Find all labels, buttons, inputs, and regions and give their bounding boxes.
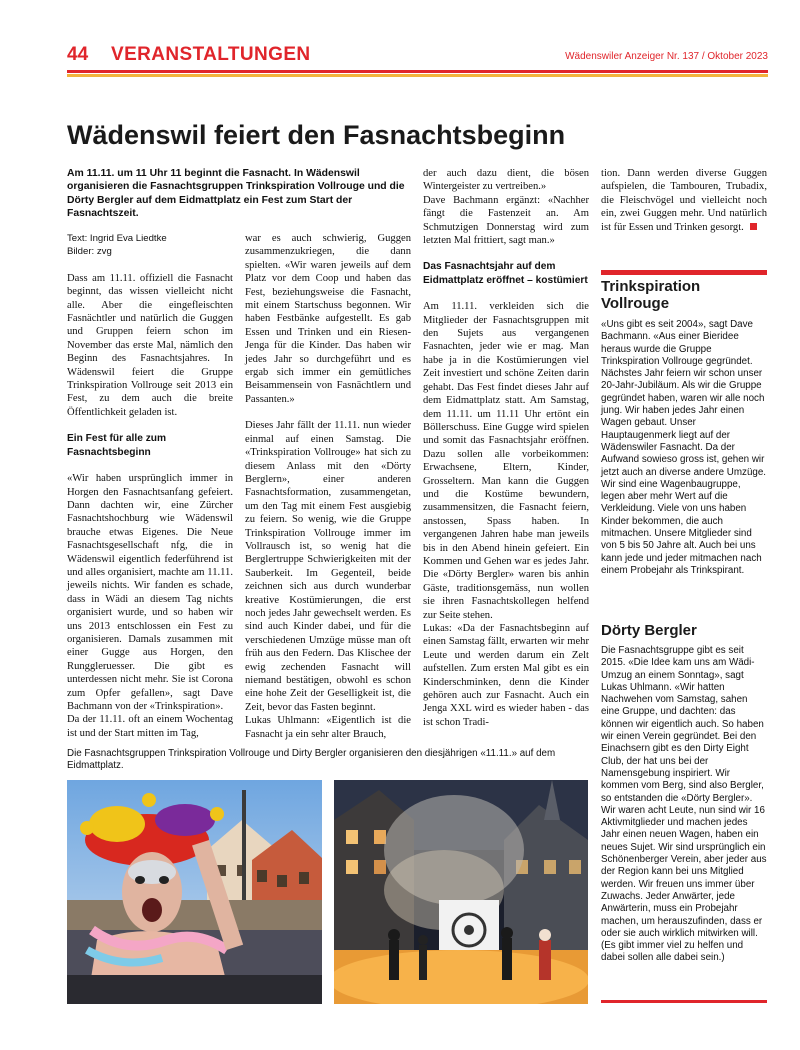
paragraph: Lukas: «Da der Fasnachtsbeginn auf einen Samstag fällt, erwarten wir mehr Leute und werden darum ein Zelt aufstellen. Zum ersten Mal gibt es ein Kinderschminken, denn die Kinder gehören auch zur Fasnacht. Auch ein Jenga XXL wird es wieder haben - das ist schon Tradi- [423,623,589,728]
header-rule-gold [67,74,768,77]
paragraph: «Wir haben ursprünglich immer in Horgen den Fasnachtsanfang gefeiert. Dann dachten wir, eine Zürcher Fasnachtshochburg wie Wädenswil brauche etwas Eigenes. Die Neue Fasnachtsgesellschaft nfg, die in Wädenswil eigentlich federführend ist und alles organisiert, machte am 11.11. jeweils nichts. Wir fanden es schade, dass in Wädi an diesem Tag nichts organisiert wurde, und so haben wir uns 2013 entschlossen ein Fest zu organisieren. Damals zusammen mit einer Gugge aus Horgen, den Runggleruesser. Die gibt es unterdessen nicht mehr. Sie ist Corona zum Opfer gefallen», sagt Dave Bachmann von der «Trinkspiration». [67,473,233,712]
sidebar-bottom-rule [601,1000,767,1003]
section-title: VERANSTALTUNGEN [111,44,311,65]
photo-jester [67,780,322,1004]
paragraph: Dave Bachmann ergänzt: «Nachher fängt die Fastenzeit an. Am Schmutzigen Donnerstag wird zum letzten Mal frittiert, sagt man.» [423,194,589,247]
header-rule-red [67,70,768,73]
paragraph: tion. Dann werden diverse Guggen aufspielen, die Tambouren, Trubadix, die Fleischvögel und vielleicht noch ein, zwei Guggen mehr. Und natürlich ist für Essen und Trinken gesorgt. [601,168,767,233]
sidebar-title: Dörty Bergler [601,622,697,639]
photo-night-parade [334,780,588,1004]
paragraph: der auch dazu dient, die bösen Wintergeister zu vertreiben.» [423,168,589,193]
paragraph: Lukas Uhlmann: «Eigentlich ist die Fasnacht ja ein sehr alter Brauch, [245,715,411,740]
subheading: Ein Fest für alle zum Fasnachtsbeginn [67,433,167,458]
paragraph: «Uns gibt es seit 2004», sagt Dave Bachmann. «Aus einer Bieridee heraus wurde die Gruppe Trinkspiration Vollrouge gegründet. Nächstes Jahr feiern wir schon unser 20-Jahr-Jubiläum. Als wir die Gruppe gegründet haben, waren wir alle noch jung. Wir haben jedes Jahr einen Wagen gebaut. Unser Hauptaugenmerk liegt auf der Wädenswiler Fasnacht. Da der Aufwand sowieso gross ist, gehen wir jetzt auch an diverse andere Umzüge. [601,319,767,478]
paragraph: Wir sind eine Wagenbaugruppe, legen aber mehr Wert auf die Verkleidung. Viele von uns haben Kinder bekommen, die auch mitmachen. Unsere Mitglieder sind von 5 bis 50 Jahre alt. Auch bei uns kann jede und jeder mitmachen nach einem Probejahr als Trinkspirant. [601,478,762,576]
sidebar-text [601,645,767,965]
page-header [67,44,768,68]
column-1 [67,232,233,740]
paragraph: Dieses Jahr fällt der 11.11. nun wieder einmal auf einen Samstag. Die «Trinkspiration Vollrouge» hat sich zu diesem Anlass mit den «Dörty Berglern», einer anderen Fasnachtsformation, zusammengetan, um den Tag mit einem Fest ausgiebig zu feiern. So wenig, wie die Gruppe Trinkspiration Vollrouge immer im Vollrausch ist, so wenig hat die Berglertruppe Schwierigkeiten mit der Sauberkeit. Im Gegenteil, beide zeichnen sich aus durch wunderbar kreative Kostümierungen, die erst noch jedes Jahr gewechselt werden. Es sind auch Kinder dabei, und für die verschiedenen Umzüge müsse man oft früh aus den Federn. Das Klischee der ewig zechenden Fasnacht will niemand bestätigen, obwohl es schon eine hohe Zeit der Geselligkeit ist, die Zeit, bevor das Fasten beginnt. [245,420,411,713]
photo-caption: Die Fasnachtsgruppen Trinkspiration Vollrouge und Dirty Bergler organisieren den diesjährigen «11.11.» auf dem Eidmattplatz. [67,748,556,772]
article-lead: Am 11.11. um 11 Uhr 11 beginnt die Fasnacht. In Wädenswil organisieren die Fasnachtsgruppen Trinkspiration Vollrouge und die Dörty Bergler auf dem Eidmattplatz ein Fest zum Start der Fasnachtszeit. [67,168,405,220]
page-number: 44 [67,44,89,65]
paragraph: Dass am 11.11. offiziell die Fasnacht beginnt, das wissen vielleicht nicht alle. Aber die eingefleischten Fasnächtler und natürlich die Guggen und Gruppen feiern schon im November das erste Mal, nämlich den Beginn des Fasnachtsjahres. In Wädenswil feiert die Gruppe Trinkspiration Vollrouge seit 2013 ein Fest, zu dem auch die breite Öffentlichkeit geladen ist. [67,272,233,418]
jester-photo-graphic [67,780,322,1004]
text-credit: Text: Ingrid Eva Liedtke [67,233,167,244]
paragraph: Da der 11.11. oft an einem Wochentag ist und der Start mitten im Tag, [67,714,233,739]
publication-info: Wädenswiler Anzeiger Nr. 137 / Oktober 2023 [565,51,768,62]
paragraph: Wir waren acht Leute, nun sind wir 16 Aktivmitglieder und machen jedes Jahr einen neuen Wagen, haben ein neues Sujet. Wir sind ursprünglich ein Schönenberger Verein, aber jeder aus der Region kann bei uns Mitglied werden. Wir freuen uns immer über Zuwachs. Jeder Anwärter, jede Anwärterin, muss ein Probejahr machen, um herauszufinden, dass er oder sie auch wirklich mitwirken will. (Es gibt immer viel zu helfen und dabei sollen alle dabei sein.) [601,804,767,964]
sidebar-text [601,319,767,577]
column-3 [423,167,589,729]
column-2 [245,232,411,741]
end-mark-icon [750,223,757,230]
paragraph: war es auch schwierig, Guggen zusammenzukriegen, die dann spielten. «Wir waren jeweils auf dem Platz vor dem Coop und haben das Fest, beziehungsweise die Fasnacht, mit einem Startschuss begonnen. Wir haben Festbänke aufgestellt. Es gab Essen und Trinken und ein Riesen-Jenga für die Kinder. Das haben wir jedes Jahr so durchgeführt und es ergab sich immer ein gemütliches Beisammensein von Fasnächtlern und Passanten.» [245,233,411,405]
column-4 [601,167,767,234]
night-parade-photo-graphic [334,780,588,1004]
paragraph: Die Fasnachtsgruppe gibt es seit 2015. «Die Idee kam uns am Wädi-Umzug an einem Sonntag», sagt Lukas Uhlmann. «Wir hatten Nachwehen vom Samstag, sahen eine Gruppe, und dachten: das können wir eigentlich auch. So haben wir einen Verein gegründet. Bei den Einachsern gibt es den Dirty Eight Club, der hat uns bei der Namensgebung inspiriert. Wir kommen vom Berg, sind also Bergler, so entstanden die «Dörty Bergler». [601,645,764,804]
sidebar-title: Trinkspiration Vollrouge [601,278,701,312]
subheading: Das Fasnachtsjahr auf dem Eidmattplatz eröffnet – kostümiert [423,261,588,286]
image-credit: Bilder: zvg [67,246,112,258]
paragraph: Am 11.11. verkleiden sich die Mitglieder der Fasnachtsgruppen mit den Sujets aus vergangenen Fasnachten, jeder wie er mag. Man habe ja in die Kostümierungen viel Zeit investiert und schöne Zeiten darin gehabt. Das Fest findet dieses Jahr auf dem Eidmattplatz statt. Am Samstag, dem 11.11. um 11.11 Uhr ertönt ein Böllerschuss. Eine Gugge wird spielen und somit das Fasnachtsjahr eröffnen. Dazu sollen alle vorbeikommen: Erwachsene, Eltern, Kinder, Grosseltern. Man kann die Guggen und die Kostüme bewundern, zusammensitzen, die Fasnacht feiern, anstossen, Spass haben. In vergangenen Jahren habe man jeweils bis in den Abend hinein gefeiert. Ein Kommen und Gehen war es jedes Jahr. Die «Dörty Bergler» waren bis anhin Gäste, traditionsgemäss, nun wollen sie ihren Fasnachtskollegen helfend zur Seite stehen. [423,301,589,621]
article-title: Wädenswil feiert den Fasnachtsbeginn [67,120,566,150]
sidebar-rule [601,270,767,275]
